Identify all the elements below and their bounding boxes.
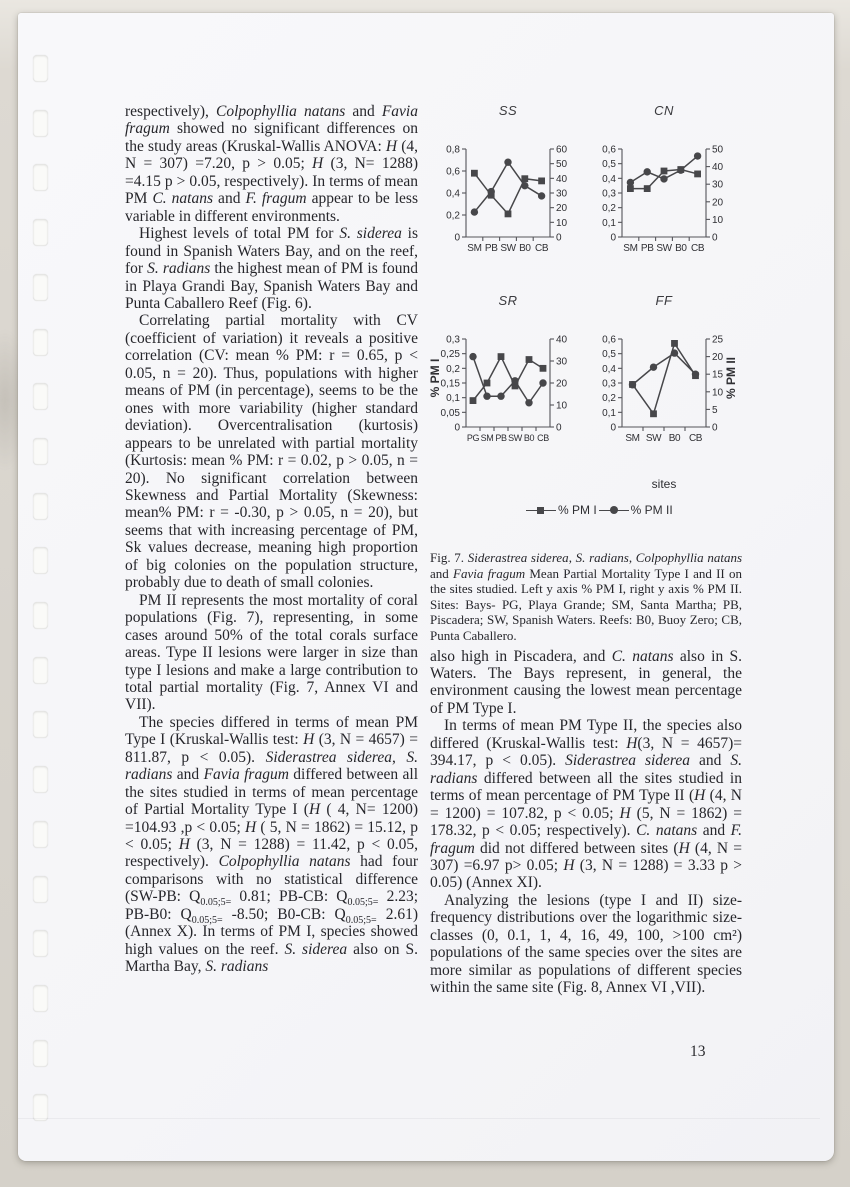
- binding-hole: [33, 985, 48, 1012]
- figure-caption: Fig. 7. Siderastrea siderea, S. radians, Colpophyllia natans and Favia fragum Mean Partial Mortality Type I and II on the sites studied. Left y axis % PM I, right y axis % PM II. Sites: Bays- PG, Playa Grande; SM, Santa Martha; PB, Piscadera; SW, Spanish Waters. Reefs: B0, Buoy Zero; CB, Punta Caballero.: [430, 550, 743, 643]
- svg-text:40: 40: [556, 173, 568, 185]
- chart-sr-title: SR: [498, 293, 518, 308]
- chart-ss-title: SS: [498, 103, 518, 118]
- binding-hole: [33, 547, 48, 574]
- svg-text:B0: B0: [675, 243, 687, 254]
- svg-text:CB: CB: [535, 243, 549, 254]
- svg-text:30: 30: [556, 188, 568, 200]
- binding-hole: [33, 1094, 48, 1121]
- binding-hole: [33, 55, 48, 82]
- svg-text:B0: B0: [519, 243, 531, 254]
- chart-ss-plot: [430, 135, 586, 285]
- binding-hole: [33, 1040, 48, 1067]
- chart-ff-title: FF: [655, 293, 673, 308]
- svg-text:SW: SW: [645, 433, 662, 444]
- svg-text:20: 20: [712, 197, 724, 209]
- svg-text:0,1: 0,1: [602, 217, 616, 229]
- chart-row-top: [430, 103, 742, 285]
- svg-text:0: 0: [556, 232, 562, 244]
- svg-text:SM: SM: [625, 433, 640, 444]
- svg-text:0,2: 0,2: [446, 210, 460, 222]
- svg-text:15: 15: [712, 369, 724, 381]
- svg-text:10: 10: [712, 214, 724, 226]
- svg-text:0: 0: [454, 232, 460, 244]
- svg-text:5: 5: [712, 404, 718, 416]
- binding-hole: [33, 766, 48, 793]
- right-column: [430, 103, 742, 997]
- x-axis-label-sites: sites: [651, 477, 677, 491]
- svg-text:25: 25: [712, 334, 724, 346]
- svg-text:0,4: 0,4: [446, 188, 460, 200]
- svg-text:30: 30: [712, 179, 724, 191]
- binding-hole: [33, 602, 48, 629]
- binding-hole: [33, 329, 48, 356]
- paragraph: also high in Piscadera, and C. natans also in S. Waters. The Bays represent, in general, the environment causing the lowest mean percentage of PM Type I.: [430, 647, 742, 717]
- svg-text:0,4: 0,4: [602, 363, 616, 375]
- svg-text:0,2: 0,2: [446, 363, 460, 375]
- svg-text:CB: CB: [537, 433, 549, 443]
- svg-text:20: 20: [712, 352, 724, 364]
- chart-ff-plot: [586, 325, 742, 475]
- svg-text:0,15: 0,15: [440, 378, 460, 390]
- svg-text:SW: SW: [656, 243, 672, 254]
- svg-text:PB: PB: [484, 243, 498, 254]
- paragraph: respectively), Colpophyllia natans and Favia fragum showed no significant differences on the study areas (Kruskal-Wallis ANOVA: H (4, N = 307) =7.20, p > 0.05; H (3, N= 1288) =4.15 p > 0.05, respectively). In terms of mean PM C. natans and F. fragum appear to be less variable in different environments.: [125, 103, 419, 225]
- svg-text:0,6: 0,6: [446, 166, 460, 178]
- legend-circle-marker-icon: [599, 506, 629, 515]
- svg-text:40: 40: [712, 162, 724, 174]
- svg-text:CB: CB: [688, 433, 703, 444]
- paragraph: In terms of mean PM Type II, the species also differed (Kruskal-Wallis test: H(3, N = 4657)= 394.17, p < 0.05). Siderastrea siderea and S. radians differed between all the sites studied in terms of mean percentage of PM Type II (H (4, N = 1200) = 107.82, p < 0.05; H (5, N = 1862) = 178.32, p < 0.05; respectively). C. natans and F. fragum did not differed between sites (H (4, N = 307) =6.97 p> 0.05; H (3, N = 1288) = 3.33 p > 0.05) (Annex XI).: [430, 717, 743, 892]
- binding-hole: [33, 821, 48, 848]
- right-text-column: [430, 648, 742, 997]
- svg-text:0,8: 0,8: [446, 144, 460, 156]
- svg-text:0,25: 0,25: [440, 349, 460, 361]
- svg-text:0: 0: [454, 422, 460, 434]
- svg-text:20: 20: [556, 378, 568, 390]
- svg-text:SM: SM: [480, 433, 494, 443]
- y-axis-label-pm1: % PM I: [428, 358, 442, 398]
- binding-hole: [33, 110, 48, 137]
- svg-text:0,6: 0,6: [602, 334, 616, 346]
- binding-hole: [33, 493, 48, 520]
- svg-text:0,3: 0,3: [602, 378, 616, 390]
- svg-text:0,5: 0,5: [602, 349, 616, 361]
- svg-text:0: 0: [610, 422, 616, 434]
- chart-ff: [586, 293, 742, 475]
- svg-text:30: 30: [556, 356, 568, 368]
- svg-text:10: 10: [556, 217, 568, 229]
- svg-text:0: 0: [610, 232, 616, 244]
- binding-hole: [33, 438, 48, 465]
- left-text-column: [125, 103, 418, 976]
- svg-text:0,05: 0,05: [440, 407, 460, 419]
- svg-text:PB: PB: [640, 243, 654, 254]
- chart-sr: [430, 293, 586, 475]
- svg-text:CB: CB: [691, 243, 705, 254]
- figure-7: [430, 103, 742, 550]
- svg-text:60: 60: [556, 144, 568, 156]
- svg-text:0: 0: [712, 232, 718, 244]
- svg-text:10: 10: [556, 400, 568, 412]
- svg-text:0,2: 0,2: [602, 203, 616, 215]
- binding-hole: [33, 657, 48, 684]
- svg-text:0,3: 0,3: [602, 188, 616, 200]
- binding-hole: [33, 876, 48, 903]
- svg-text:50: 50: [712, 144, 724, 156]
- svg-text:0,2: 0,2: [602, 393, 616, 405]
- svg-text:0,4: 0,4: [602, 173, 616, 185]
- binding-hole: [33, 383, 48, 410]
- chart-ss: [430, 103, 586, 285]
- svg-text:40: 40: [556, 334, 568, 346]
- binding-hole: [33, 274, 48, 301]
- svg-text:0,5: 0,5: [602, 159, 616, 171]
- svg-text:B0: B0: [668, 433, 681, 444]
- svg-text:0,1: 0,1: [446, 393, 460, 405]
- chart-cn-plot: [586, 135, 742, 285]
- y-axis-label-pm2: % PM II: [724, 357, 738, 400]
- svg-text:20: 20: [556, 203, 568, 215]
- legend-label-pm2: % PM II: [630, 503, 673, 517]
- binding-hole: [33, 930, 48, 957]
- svg-text:0,6: 0,6: [602, 144, 616, 156]
- chart-sr-plot: [430, 325, 586, 475]
- chart-cn: [586, 103, 742, 285]
- paragraph: Highest levels of total PM for S. siderea is found in Spanish Waters Bay, and on the reef, for S. radians the highest mean of PM is found in Playa Grandi Bay, Spanish Waters Bay and Punta Caballero Reef (Fig. 6).: [125, 225, 418, 312]
- svg-text:50: 50: [556, 159, 568, 171]
- legend-square-marker-icon: [526, 506, 556, 515]
- paragraph: Analyzing the lesions (type I and II) size-frequency distributions over the logarithmic size-classes (0, 0.1, 1, 4, 16, 49, 100, >100 cm²) populations of the same species over the sites are more similar as populations of different species within the same site (Fig. 8, Annex VI ,VII).: [430, 891, 742, 997]
- svg-text:PG: PG: [466, 433, 480, 443]
- binding-hole: [33, 164, 48, 191]
- document-page: [18, 13, 834, 1161]
- paragraph: PM II represents the most mortality of coral populations (Fig. 7), representing, in some cases around 50% of the total corals surface areas. Type II lesions were larger in size than type I lesions and make a large contribution to total partial mortality (Fig. 7, Annex VI and VII).: [125, 591, 418, 714]
- svg-text:0,1: 0,1: [602, 407, 616, 419]
- svg-text:B0: B0: [523, 433, 535, 443]
- svg-text:SW: SW: [500, 243, 516, 254]
- binding-hole: [33, 219, 48, 246]
- svg-text:SM: SM: [623, 243, 638, 254]
- svg-text:0,3: 0,3: [446, 334, 460, 346]
- figure-legend: [526, 503, 675, 517]
- page-number: 13: [690, 1043, 706, 1060]
- paragraph: The species differed in terms of mean PM Type I (Kruskal-Wallis test: H (3, N = 4657) = 811.87, p < 0.05). Siderastrea siderea, S. radians and Favia fragum differed between all the sites studied in terms of mean percentage of Partial Mortality Type I (H ( 4, N= 1200) =104.93 ,p < 0.05; H ( 5, N = 1862) = 15.12, p < 0.05; H (3, N = 1288) = 11.42, p < 0.05, respectively). Colpophyllia natans had four comparisons with no statistical difference (SW-PB: $Q_{0.05;5=}$ 0.81; PB-CB: $Q_{0.05;5=}$ 2.23; PB-B0: $Q_{0.05;5=}$ -8.50; B0-CB: $Q_{0.05;5=}$ 2.61) (Annex X). In terms of PM I, species showed high values on the reef. S. siderea also on S. Martha Bay, S. radians: [125, 713, 419, 976]
- svg-text:SW: SW: [508, 433, 522, 443]
- paragraph: Correlating partial mortality with CV (coefficient of variation) it reveals a positive correlation (CV: mean % PM: r = 0.65, p < 0.05, n = 20). Thus, populations with higher means of PM (in percentage), seems to be the ones with more variability (higher standard deviation). Overcentralisation (kurtosis) appears to be unrelated with partial mortality (Kurtosis: mean % PM: r = 0.02, p > 0.05, n = 20). No significant correlation between Skewness and Partial Mortality (Skewness: mean% PM: r = -0.30, p > 0.05, n = 20), but seems that with increasing percentage of PM, Sk values decrease, meaning high proportion of big colonies on the population structure, probably due to death of small colonies.: [125, 312, 418, 592]
- chart-row-bottom: [430, 293, 742, 475]
- svg-text:10: 10: [712, 387, 724, 399]
- svg-text:0: 0: [712, 422, 718, 434]
- legend-label-pm1: % PM I: [558, 503, 597, 517]
- svg-text:0: 0: [556, 422, 562, 434]
- binding-hole: [33, 711, 48, 738]
- svg-text:PB: PB: [495, 433, 507, 443]
- chart-cn-title: CN: [654, 103, 674, 118]
- svg-text:SM: SM: [467, 243, 482, 254]
